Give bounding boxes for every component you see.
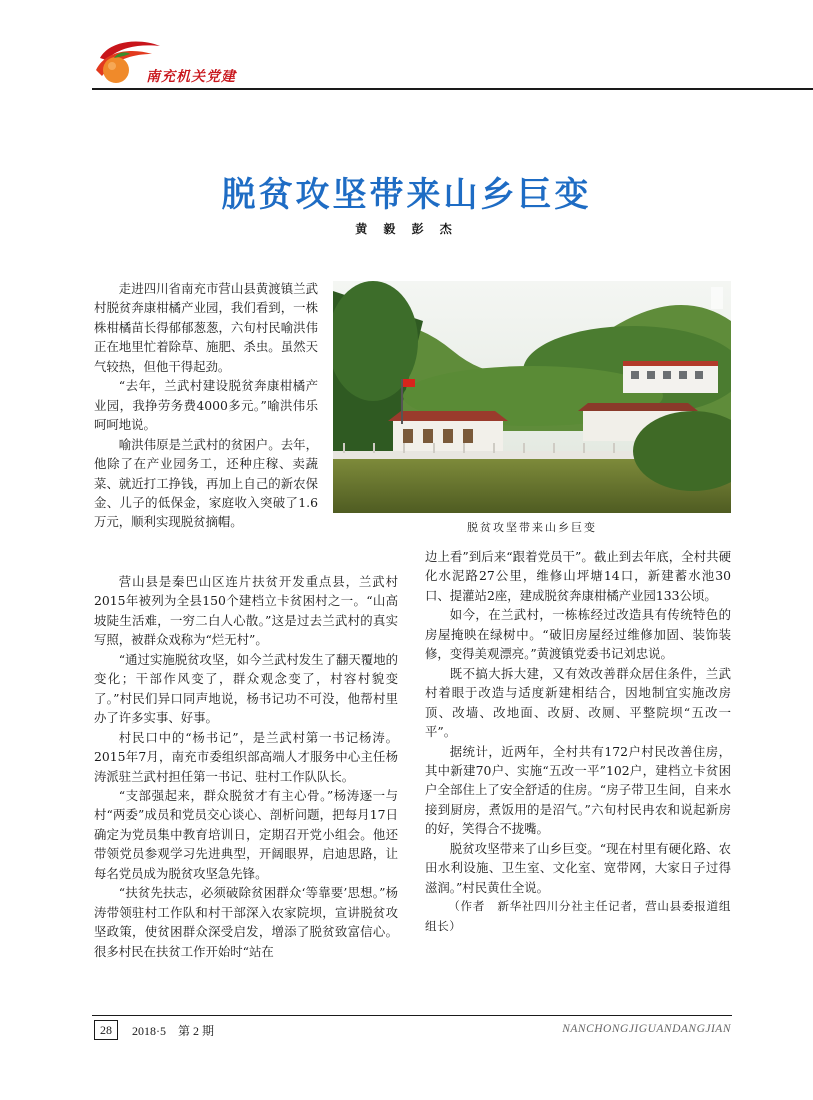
- village-photo: [333, 281, 731, 513]
- paragraph: “支部强起来，群众脱贫才有主心骨。”杨涛逐一与村“两委”成员和党员交心谈心、剖析问题，把每月17日确定为党员集中教育培训日，定期召开党小组会。他还带领党员参观学习先进典型，开阔眼界，启迪思路，让每名党员成为脱贫攻坚急先锋。: [94, 787, 398, 881]
- right-column: [425, 547, 731, 936]
- left-column-top: [94, 279, 318, 532]
- paragraph: 村民口中的“杨书记”，是兰武村第一书记杨涛。2015年7月，南充市委组织部高端人才服务中心主任杨涛派驻兰武村担任第一书记、驻村工作队队长。: [94, 729, 398, 784]
- paragraph: 既不搞大拆大建，又有效改善群众居住条件，兰武村着眼于改造与适度新建相结合，因地制宜实施改房顶、改墙、改地面、改厨、改厕、平整院坝“五改一平”。: [425, 665, 731, 740]
- article-title: 脱贫攻坚带来山乡巨变: [221, 175, 592, 215]
- paragraph: 营山县是秦巴山区连片扶贫开发重点县，兰武村2015年被列为全县150个建档立卡贫困村之一。“山高坡陡生活难，一穷二白人心散。”这是过去兰武村的真实写照，被群众戏称为“烂无村”。: [94, 574, 398, 648]
- paragraph: “扶贫先扶志，必须破除贫困群众‘等靠要’思想。”杨涛带领驻村工作队和村干部深入农家院坝，宣讲脱贫攻坚政策，使贫困群众深受启发，增添了脱贫致富信心。很多村民在扶贫工作开始时“站在: [94, 885, 398, 959]
- paragraph: 脱贫攻坚带来了山乡巨变。“现在村里有硬化路、农田水利设施、卫生室、文化室、宽带网，大家日子过得滋润。”村民黄仕全说。: [425, 840, 731, 895]
- paragraph: 喻洪伟原是兰武村的贫困户。去年，他除了在产业园务工，还种庄稼、卖蔬菜、就近打工挣钱，再加上自己的新农保金、儿子的低保金，家庭收入突破了1.6万元，顺利实现脱贫摘帽。: [94, 436, 318, 530]
- paragraph: 据统计，近两年，全村共有172户村民改善住房，其中新建70户、实施“五改一平”102户，建档立卡贫困户全部住上了安全舒适的住房。“房子带卫生间，自来水接到厨房，煮饭用的是沼气。”六旬村民冉农和说起新房的好，笑得合不拢嘴。: [425, 743, 731, 837]
- footer-brand: NANCHONGJIGUANDANGJIAN: [562, 1023, 731, 1035]
- issue-info: 2018·5 第 2 期: [132, 1024, 214, 1038]
- author-note: （作者 新华社四川分社主任记者，营山县委报道组组长）: [425, 899, 731, 933]
- page-number: 28: [94, 1020, 118, 1040]
- left-column-bottom: [94, 572, 398, 961]
- photo-caption: 脱贫攻坚带来山乡巨变: [467, 521, 597, 534]
- header-divider: [92, 88, 813, 90]
- paragraph: 如今，在兰武村，一栋栋经过改造具有传统特色的房屋掩映在绿树中。“破旧房屋经过维修加固、装饰装修，变得美观漂亮。”黄渡镇党委书记刘忠说。: [425, 607, 731, 662]
- paragraph: “去年，兰武村建设脱贫奔康柑橘产业园，我挣劳务费4000多元。”喻洪伟乐呵呵地说。: [94, 378, 318, 433]
- paragraph: 边上看”到后来“跟着党员干”。截止到去年底，全村共硬化水泥路27公里，维修山坪塘14口，新建蓄水池30口、提灌站2座，建成脱贫奔康柑橘产业园133公顷。: [425, 549, 731, 603]
- footer-divider: [92, 1015, 732, 1016]
- article-author: 黄 毅 彭 杰: [355, 222, 458, 236]
- paragraph: 走进四川省南充市营山县黄渡镇兰武村脱贫奔康柑橘产业园，我们看到，一株株柑橘苗长得郁郁葱葱，六旬村民喻洪伟正在地里忙着除草、施肥、杀虫。虽然天气较热，但他干得起劲。: [94, 281, 318, 374]
- paragraph: “通过实施脱贫攻坚，如今兰武村发生了翻天覆地的变化；干部作风变了，群众观念变了，村容村貌变了。”村民们异口同声地说，杨书记功不可没，他帮村里办了许多实事、好事。: [94, 651, 398, 726]
- brand-title: 南充机关党建: [146, 69, 236, 85]
